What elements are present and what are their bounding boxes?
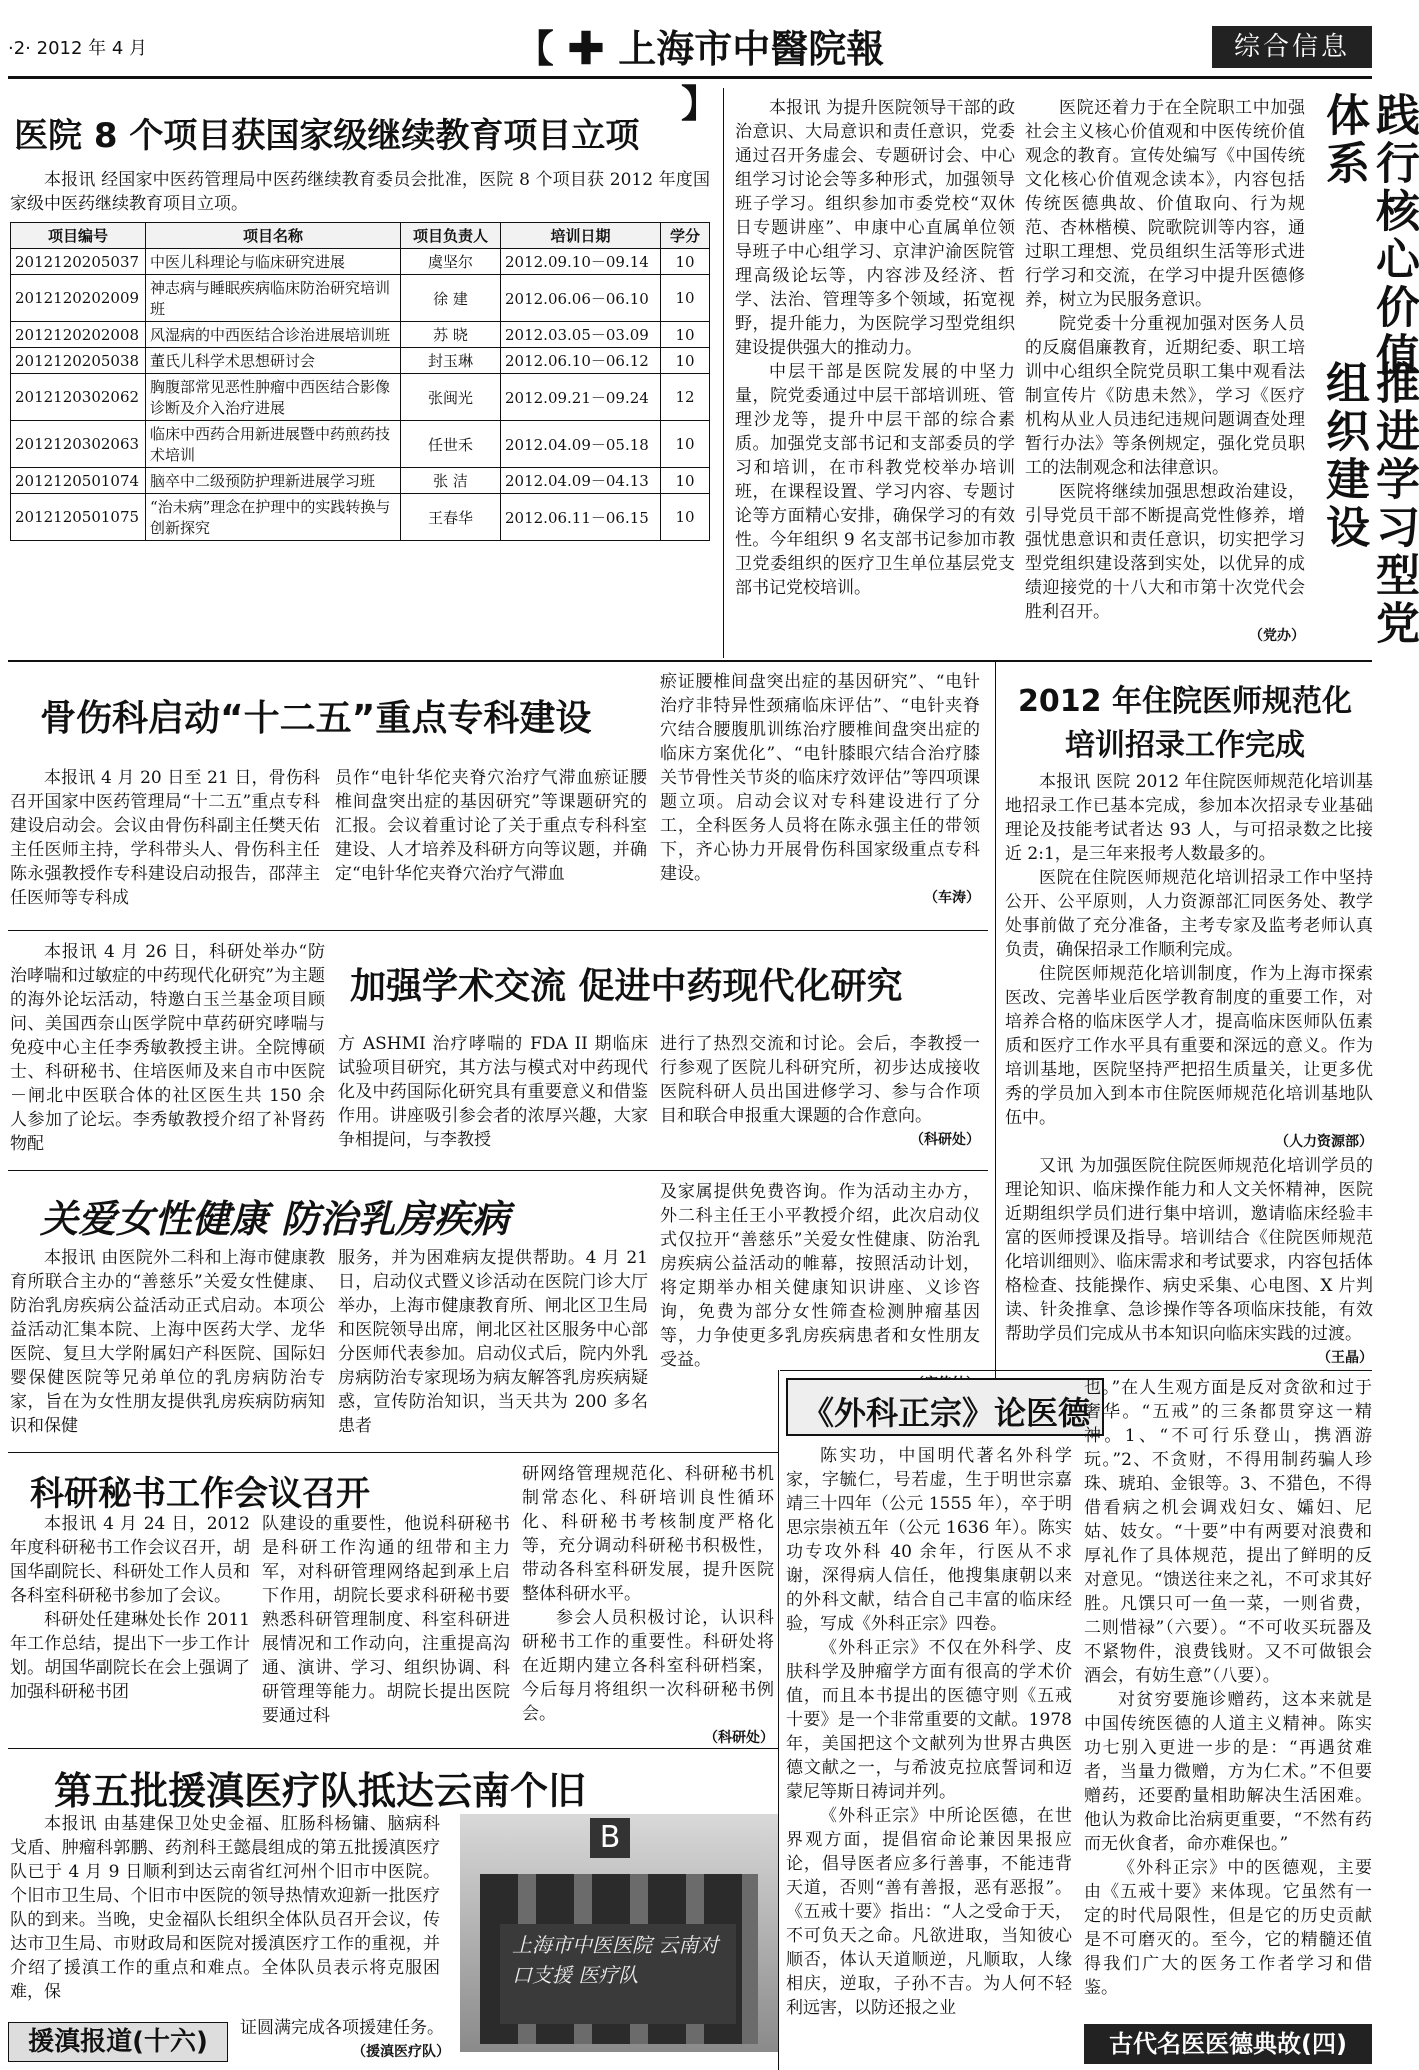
table-cell: 2012120501075 xyxy=(11,494,146,541)
table-cell: 2012.04.09－04.13 xyxy=(501,468,661,494)
a5-p3: 及家属提供免费咨询。作为活动主办方，外二科主任王小平教授介绍，此次启动仪式仅拉开“善慈乐”关爱女性健康、防治乳房疾病公益活动的帷幕，按照活动计划，将定期举办相关健康知识讲座、义诊咨询，免费为部分女性筛查检测肿瘤基因等，力争使更多乳房疾病患者和女性朋友受益。 xyxy=(660,1182,980,1370)
a9-col2 xyxy=(1084,1376,1372,2016)
a1-title: 医院 8 个项目获国家级继续教育项目立项 xyxy=(14,116,640,156)
a4-col3 xyxy=(660,1032,980,1152)
a6-sig1: （人力资源部） xyxy=(1275,1134,1373,1150)
a3-title: 骨伤科启动“十二五”重点专科建设 xyxy=(40,698,592,739)
table-cell: 10 xyxy=(661,421,710,468)
page-date: ·2· 2012 年 4 月 xyxy=(8,38,148,59)
a9-p1: 陈实功，中国明代著名外科学家，字毓仁，号若虚，生于明世宗嘉靖三十四年（公元 1555 年），卒于明思宗崇祯五年（公元 1636 年）。陈实功专攻外科 40 余年，行医从不求谢，深得病人信任，他搜集康朝以来的外科文献，结合自己丰富的临床经验，写成《外科正宗》四卷。 xyxy=(786,1446,1072,1634)
rule xyxy=(8,930,988,931)
table-cell: 2012.06.10－06.12 xyxy=(501,348,661,374)
table-cell: 2012.09.21－09.24 xyxy=(501,374,661,421)
th-code: 项目编号 xyxy=(11,223,146,249)
a8-tag: 援滇报道(十六) xyxy=(8,2022,228,2062)
team-banner: 上海市中医医院 云南对口支援 医疗队 xyxy=(500,1924,736,2024)
a9-title: 《外科正宗》论医德 xyxy=(801,1394,1090,1432)
table-cell: 2012120205037 xyxy=(11,249,146,275)
th-date: 培训日期 xyxy=(501,223,661,249)
table-cell: 2012120302063 xyxy=(11,421,146,468)
table-cell: “治未病”理念在护理中的实践转换与创新探究 xyxy=(146,494,401,541)
a7-p2: 科研处任建琳处长作 2011 年工作总结，提出下一步工作计划。胡国华副院长在会上强调了加强科研秘书团 xyxy=(10,1610,250,1702)
table-row xyxy=(11,374,710,421)
a9-p4: 也。”在人生观方面是反对贪欲和过于奢华。“五戒”的三条都贯穿这一精神。1、“不可行乐登山，携酒游玩。”2、不贪财，不得用制药骗人珍珠、琥珀、金银等。3、不猎色，不得借看病之机会调戏妇女、孀妇、尼姑、妓女。“十要”中有两要对浪费和厚礼作了具体规范，提出了鲜明的反对意见。“馈送往来之礼，不可求其好胜。凡馔只可一鱼一菜，一则省费，二则惜禄”（六要）。“不可收买玩器及不紧物件，浪费钱财。又不可做银会酒会，有妨生意”（八要）。 xyxy=(1084,1378,1372,1686)
a5-title: 关爱女性健康 防治乳房疾病 xyxy=(40,1197,510,1241)
table-cell: 张 洁 xyxy=(401,468,501,494)
a1-table xyxy=(10,222,710,541)
a2-p5: 医院将继续加强思想政治建设，引导党员干部不断提高党性修养，增强忧患意识和责任意识，切实把学习型党组织建设落到实处，以优异的成绩迎接党的十八大和市第十次党代会胜利召开。 xyxy=(1025,482,1305,622)
a2-col2 xyxy=(1025,96,1305,648)
a9-p5: 对贫穷要施诊赠药，这本来就是中国传统医德的人道主义精神。陈实功七别入更进一步的是：“再遇贫难者，当量力微赠，方为仁术。”不但要赠药，还要酌量相助解决生活困难。他认为救命比治病更重要，“不然有药而无伙食者，命亦难保也。” xyxy=(1084,1690,1372,1854)
a9-col1 xyxy=(786,1444,1072,2064)
team-photo xyxy=(460,1814,778,2052)
a6-p2: 医院在住院医师规范化培训招录工作中坚持公开、公平原则，人力资源部汇同医务处、教学处事前做了充分准备，主考专家及监考老师认真负责，确保招录工作顺利完成。 xyxy=(1005,868,1373,960)
divider xyxy=(723,88,724,658)
table-cell: 中医儿科理论与临床研究进展 xyxy=(146,249,401,275)
a2-p2: 中层干部是医院发展的中坚力量，院党委通过中层干部培训班、管理沙龙等，提升中层干部的综合素质。加强党支部书记和支部委员的学习和培训，在市科教党校举办培训班，在课程设置、学习内容、专题讨论等方面精心安排，确保学习的有效性。今年组织 9 名支部书记参加市教卫党委组织的医疗卫生单位基层党支部书记党校培训。 xyxy=(735,362,1015,598)
header-rule xyxy=(8,76,1372,79)
table-cell: 王春华 xyxy=(401,494,501,541)
table-cell: 风湿病的中西医结合诊治进展培训班 xyxy=(146,322,401,348)
a9-p2: 《外科正宗》不仅在外科学、皮肤科学及肿瘤学方面有很高的学术价值，而且本书提出的医德守则《五戒十要》是一个非常重要的文献。1978 年，美国把这个文献列为世界古典医德文献之一，与希波克拉底誓词和迈蒙尼等斯日祷词并列。 xyxy=(786,1638,1072,1802)
a6-title2: 培训招录工作完成 xyxy=(1065,728,1305,763)
th-leader: 项目负责人 xyxy=(401,223,501,249)
a9-p3: 《外科正宗》中所论医德，在世界观方面，提倡宿命论兼因果报应论，倡导医者应多行善事，不能违背天道，否则“善有善报，恶有恶报”。《五戒十要》指出：“人之受命于天，不可负天之命。凡欲进取，当知彼心顺否，体认天道顺逆，凡顺取，人缘相庆，逆取，子孙不吉。为人何不轻利远害，以防还报之业 xyxy=(786,1806,1072,2018)
gate-sign: B xyxy=(590,1818,630,1858)
table-cell: 10 xyxy=(661,468,710,494)
a2-p1: 本报讯 为提升医院领导干部的政治意识、大局意识和责任意识，党委通过召开务虚会、专题研讨会、中心组学习讨论会等多种形式，加强领导班子学习。组织参加市委党校“双休日专题讲座”、申康中心直属单位领导班子中心组学习、京津沪渝医院管理高级论坛等，内容涉及经济、哲学、法治、管理等多个领域，拓宽视野，提升能力，为医院学习型党组织建设提供强大的推动力。 xyxy=(735,98,1015,358)
table-row xyxy=(11,275,710,322)
a2-p3: 医院还着力于在全院职工中加强社会主义核心价值观和中医传统价值观念的教育。宣传处编写《中国传统文化核心价值观念读本》，内容包括传统医德典故、价值取向、行为规范、杏林楷模、院歌院训等内容，通过职工理想、党员组织生活等形式进行学习和交流，在学习中提升医德修养，树立为民服务意识。 xyxy=(1025,98,1305,310)
a9-p6: 《外科正宗》中的医德观，主要由《五戒十要》来体现。它虽然有一定的时代局限性，但是它的历史贡献是不可磨灭的。至今，它的精髓还值得我们广大的医务工作者学习和借鉴。 xyxy=(1084,1858,1372,1998)
table-cell: 神志病与睡眠疾病临床防治研究培训班 xyxy=(146,275,401,322)
table-row xyxy=(11,421,710,468)
table-cell: 10 xyxy=(661,322,710,348)
a6-p1: 本报讯 医院 2012 年住院医师规范化培训基地招录工作已基本完成，参加本次招录专业基础理论及技能考试者达 93 人，与可招录数之比接近 2:1，是三年来报考人数最多的。 xyxy=(1005,772,1373,864)
a3-sig: （车涛） xyxy=(924,890,980,906)
table-row xyxy=(11,348,710,374)
table-cell: 12 xyxy=(661,374,710,421)
rule xyxy=(780,1370,1372,1371)
table-row xyxy=(11,468,710,494)
table-row xyxy=(11,322,710,348)
rule xyxy=(8,1452,778,1453)
section-tag: 综合信息 xyxy=(1212,26,1372,68)
table-cell: 2012.03.05－03.09 xyxy=(501,322,661,348)
th-name: 项目名称 xyxy=(146,223,401,249)
table-cell: 10 xyxy=(661,249,710,275)
table-cell: 2012.09.10－09.14 xyxy=(501,249,661,275)
table-row xyxy=(11,249,710,275)
th-credit: 学分 xyxy=(661,223,710,249)
table-cell: 2012.06.11－06.15 xyxy=(501,494,661,541)
table-cell: 2012120205038 xyxy=(11,348,146,374)
a3-p3: 瘀证腰椎间盘突出症的基因研究”、“电针治疗非特异性颈痛临床评估”、“电针夹脊穴结合腰腹肌训练治疗腰椎间盘突出症的临床方案优化”、“电针膝眼穴结合治疗膝关节骨性关节炎的临床疗效评估”等四项课题立项。启动会议对专科建设进行了分工，全科医务人员将在陈永强主任的带领下，齐心协力开展骨伤科国家级重点专科建设。 xyxy=(660,672,980,884)
table-cell: 任世禾 xyxy=(401,421,501,468)
masthead: 【 ✚ 上海市中醫院報 】 xyxy=(515,26,885,126)
a9-tag: 古代名医医德典故(四) xyxy=(1084,2024,1372,2064)
a7-p3: 研网络管理规范化、科研秘书机制常态化、科研培训良性循环化、科研秘书考核制度严格化等，充分调动科研秘书积极性，带动各科室科研发展，提升医院整体科研水平。 xyxy=(522,1464,774,1604)
table-cell: 张闽光 xyxy=(401,374,501,421)
a8-col2 xyxy=(240,2016,450,2064)
table-cell: 10 xyxy=(661,494,710,541)
rule xyxy=(8,660,1372,662)
table-cell: 2012120302062 xyxy=(11,374,146,421)
a7-p4: 参会人员积极讨论，认识科研秘书工作的重要性。科研处将在近期内建立各科室科研档案，今后每月将组织一次科研秘书例会。 xyxy=(522,1608,774,1724)
a2-vtitle1: 践行核心价值体系 xyxy=(1318,92,1419,380)
a4-col2: 方 ASHMI 治疗哮喘的 FDA II 期临床试验项目研究，其方法与模式对中药现代化及中药国际化研究具有重要意义和借鉴作用。讲座吸引参会者的浓厚兴趣，大家争相提问，与李教授 xyxy=(338,1034,648,1150)
table-cell: 胸腹部常见恶性肿瘤中西医结合影像诊断及介入治疗进展 xyxy=(146,374,401,421)
a2-sig: （党办） xyxy=(1249,628,1305,644)
a8-col1: 本报讯 由基建保卫处史金福、肛肠科杨镛、脑病科戈盾、肿瘤科郭鹏、药剂科王懿晨组成的第五批援滇医疗队已于 4 月 9 日顺利到达云南省红河州个旧市中医院。个旧市卫生局、个旧市中医院的领导热情欢迎新一批医疗队的到来。当晚，史金福队长组织全体队员召开会议，传达市卫生局、市财政局和医院对援滇医疗工作的重视，并介绍了援滇工作的重点和难点。全体队员表示将克服困难，保 xyxy=(10,1814,440,2002)
rule xyxy=(8,1170,988,1171)
table-cell: 董氏儿科学术思想研讨会 xyxy=(146,348,401,374)
a4-col1: 本报讯 4 月 26 日，科研处举办“防治哮喘和过敏症的中药现代化研究”为主题的海外论坛活动，特邀白玉兰基金项目顾问、美国西奈山医学院中草药研究哮喘与免疫中心主任李秀敏教授主讲。全院博硕士、科研秘书、住培医师及来自市中医院－闸北中医联合体的社区医生共 150 余人参加了论坛。李秀敏教授介绍了补肾药物配 xyxy=(10,942,325,1154)
a2-col1 xyxy=(735,96,1015,600)
a3-col3 xyxy=(660,670,980,910)
table-cell: 2012.06.06－06.10 xyxy=(501,275,661,322)
a4-p3: 进行了热烈交流和讨论。会后，李教授一行参观了医院儿科研究所，初步达成接收医院科研人员出国进修学习、参与合作项目和联合申报重大课题的合作意向。 xyxy=(660,1034,980,1126)
table-cell: 2012120202008 xyxy=(11,322,146,348)
table-cell: 2012120501074 xyxy=(11,468,146,494)
a5-col3 xyxy=(660,1180,980,1396)
table-cell: 脑卒中二级预防护理新进展学习班 xyxy=(146,468,401,494)
a2-p4: 院党委十分重视加强对医务人员的反腐倡廉教育，近期纪委、职工培训中心组织全院党员职工集中观看法制宣传片《防患未然》，学习《医疗机构从业人员违纪违规问题调查处理暂行办法》等条例规定，强化党员职工的法制观念和法律意识。 xyxy=(1025,314,1305,478)
a7-sig: （科研处） xyxy=(704,1730,774,1746)
a5-col1: 本报讯 由医院外二科和上海市健康教育所联合主办的“善慈乐”关爱女性健康、防治乳房疾病公益活动正式启动。本项公益活动汇集本院、上海中医药大学、龙华医院、复旦大学附属妇产科医院、国际妇婴保健医院等兄弟单位的乳房病防治专家，旨在为女性朋友提供乳房疾病防病知识和保健 xyxy=(10,1248,325,1436)
divider xyxy=(778,1370,779,2070)
table-row xyxy=(11,494,710,541)
a3-col2: 员作“电针华佗夹脊穴治疗气滞血瘀证腰椎间盘突出症的基因研究”等课题研究的汇报。会议着重讨论了关于重点专科科室建设、人才培养及科研方向等议题，并确定“电针华佗夹脊穴治疗气滞血 xyxy=(335,768,647,884)
a4-sig: （科研处） xyxy=(910,1132,980,1148)
table-cell: 10 xyxy=(661,348,710,374)
table-cell: 临床中西药合用新进展暨中药煎药技术培训 xyxy=(146,421,401,468)
table-cell: 虞坚尔 xyxy=(401,249,501,275)
a6-p3: 住院医师规范化培训制度，作为上海市探索医改、完善毕业后医学教育制度的重要工作，对培养合格的临床医学人才，提高临床医师队伍素质和医疗工作水平具有重要和深远的意义。作为培训基地，医院坚持严把招生质量关，让更多优秀的学员加入到本市住院医师规范化培训基地队伍中。 xyxy=(1005,964,1373,1128)
a7-p1: 本报讯 4 月 24 日，2012 年度科研秘书工作会议召开，胡国华副院长、科研处工作人员和各科室科研秘书参加了会议。 xyxy=(10,1514,250,1606)
a8-p2: 证圆满完成各项援建任务。 xyxy=(240,2018,444,2038)
a6-sig2: （王晶） xyxy=(1317,1350,1373,1366)
a2-vtitle2: 推进学习型党组织建设 xyxy=(1318,360,1419,648)
rule xyxy=(8,1748,778,1749)
table-cell: 10 xyxy=(661,275,710,322)
table-cell: 封玉琳 xyxy=(401,348,501,374)
table-cell: 徐 建 xyxy=(401,275,501,322)
a5-col2: 服务，并为困难病友提供帮助。4 月 21 日，启动仪式暨义诊活动在医院门诊大厅举办，上海市健康教育所、闸北区卫生局和医院领导出席，闸北区社区服务中心部分医师代表参加。启动仪式后，院内外乳房病防治专家现场为病友解答乳房疾病疑惑，宣传防治知识，当天共为 200 多名患者 xyxy=(338,1248,648,1436)
table-cell: 苏 晓 xyxy=(401,322,501,348)
a7-title: 科研秘书工作会议召开 xyxy=(30,1474,370,1514)
a6-body xyxy=(1005,770,1373,1370)
divider xyxy=(995,662,996,1382)
a8-sig: （援滇医疗队） xyxy=(352,2044,450,2060)
a7-col3 xyxy=(522,1462,774,1750)
a6-title1: 2012 年住院医师规范化 xyxy=(1018,684,1352,719)
a8-title: 第五批援滇医疗队抵达云南个旧 xyxy=(54,1769,587,1813)
a3-col1: 本报讯 4 月 20 日至 21 日，骨伤科召开国家中医药管理局“十二五”重点专科建设启动会。会议由骨伤科副主任樊天佑主任医师主持，学科带头人、骨伤科主任陈永强教授作专科建设启动报告，邵萍主任医师等专科成 xyxy=(10,768,320,908)
a1-lead: 本报讯 经国家中医药管理局中医药继续教育委员会批准，医院 8 个项目获 2012 年度国家级中医药继续教育项目立项。 xyxy=(10,170,710,214)
table-cell: 2012.04.09－05.18 xyxy=(501,421,661,468)
a7-col2: 队建设的重要性，他说科研秘书是科研工作沟通的纽带和主力军，对科研管理网络起到承上启下作用，胡院长要求科研秘书要熟悉科研管理制度、科室科研进展情况和工作动向，注重提高沟通、演讲、学习、组织协调、科研管理等能力。胡院长提出医院要通过科 xyxy=(262,1514,510,1726)
table-cell: 2012120202009 xyxy=(11,275,146,322)
a7-col1 xyxy=(10,1512,250,1704)
a4-title: 加强学术交流 促进中药现代化研究 xyxy=(350,966,903,1007)
a6-p4: 又讯 为加强医院住院医师规范化培训学员的理论知识、临床操作能力和人文关怀精神，医院近期组织学员们进行集中培训，邀请临床经验丰富的医师授课及指导。培训结合《住院医师规范化培训细则》、临床需求和考试要求，内容包括体格检查、技能操作、病史采集、心电图、X 片判读、针灸推拿、急诊操作等各项临床技能，有效帮助学员们完成从书本知识向临床实践的过渡。 xyxy=(1005,1156,1373,1344)
